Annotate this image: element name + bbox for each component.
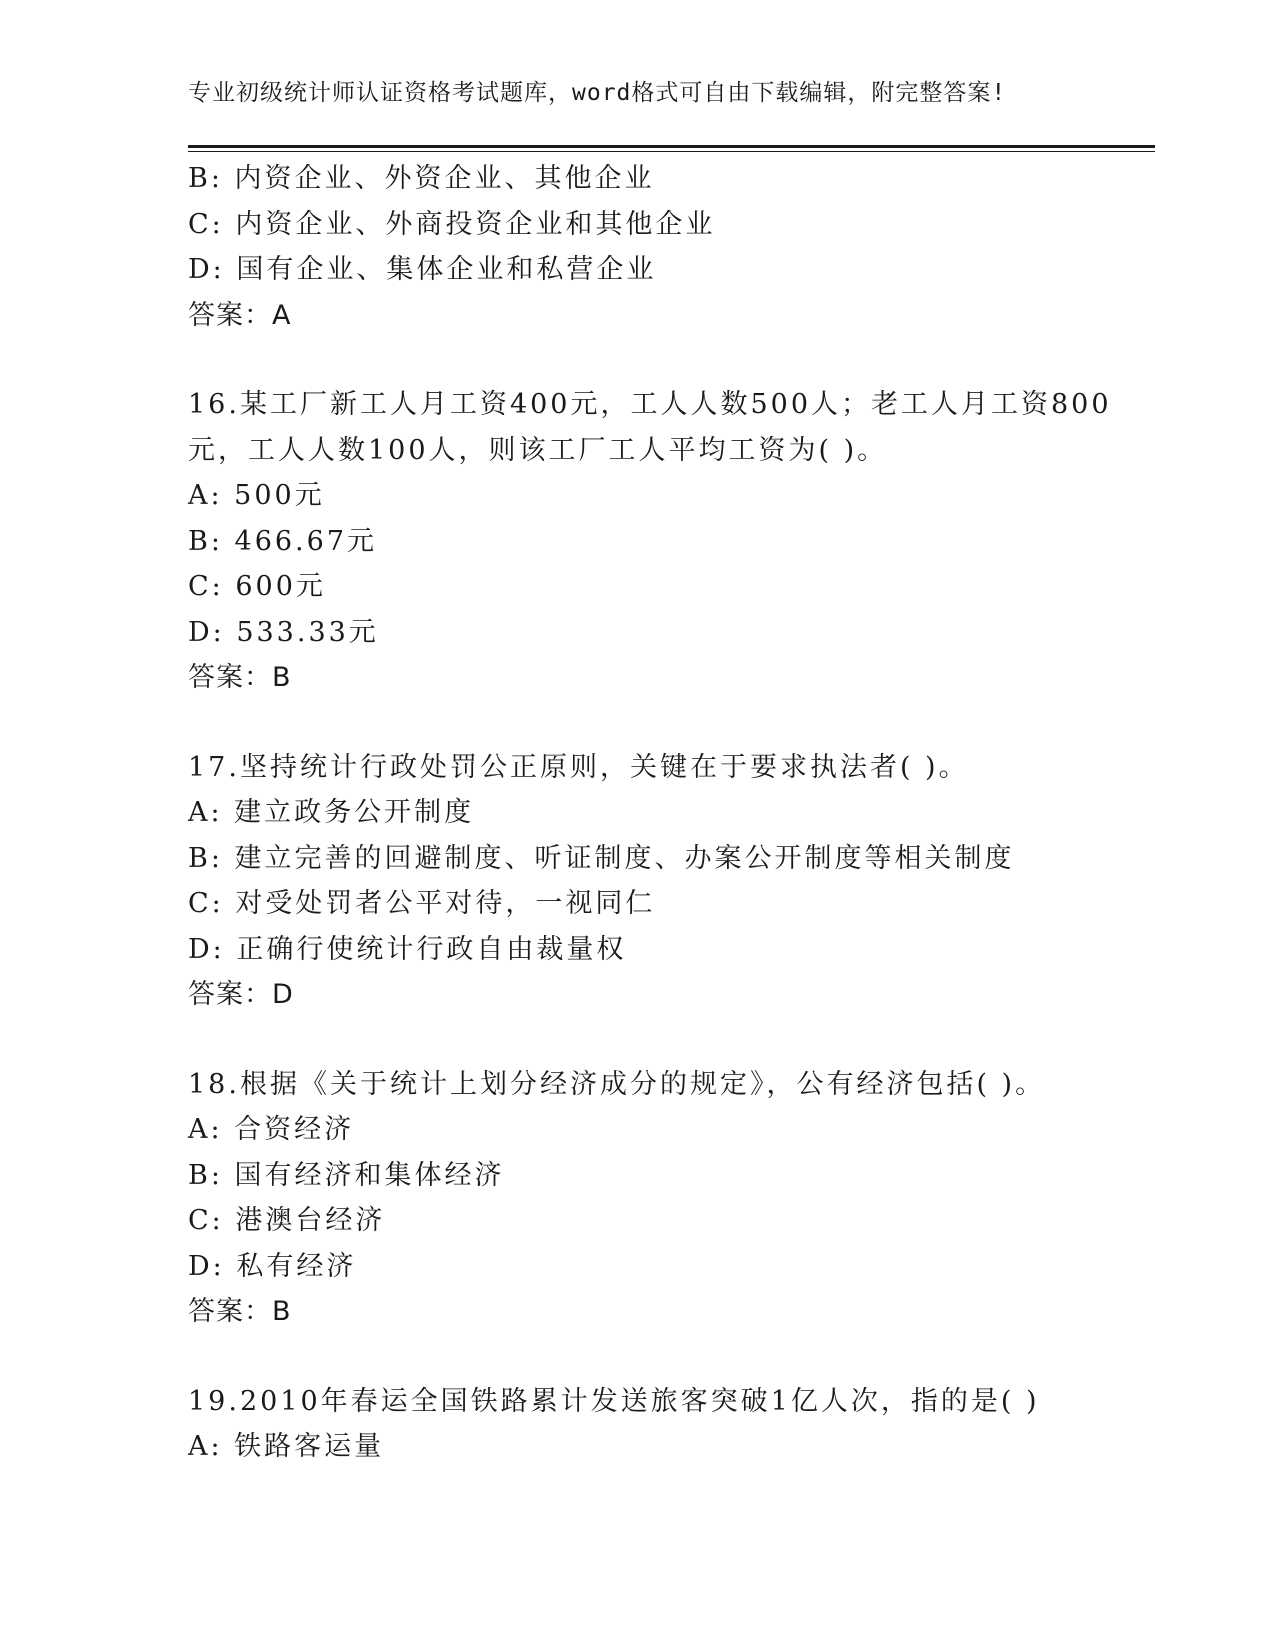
answer-line: 答案：B: [188, 662, 292, 693]
option-c: C: 600元: [188, 571, 326, 602]
question-stem: 18.根据《关于统计上划分经济成分的规定》，公有经济包括( )。: [188, 1068, 1046, 1100]
question-block: [188, 382, 1148, 701]
option-d: D: 私有经济: [188, 1250, 357, 1282]
option-c: C: 港澳台经济: [188, 1205, 386, 1236]
question-stem: 17.坚持统计行政处罚公正原则，关键在于要求执法者( )。: [188, 751, 969, 783]
option-b: B: 建立完善的回避制度、听证制度、办案公开制度等相关制度: [188, 842, 1015, 874]
option-d: D: 533.33元: [188, 616, 379, 648]
option-a: A: 建立政务公开制度: [188, 797, 475, 828]
option-b: B: 国有经济和集体经济: [188, 1159, 505, 1191]
question-stem: 元，工人人数100人，则该工厂工人平均工资为( )。: [188, 434, 888, 466]
answer-line: 答案：A: [188, 299, 292, 331]
answer-line: 答案：B: [188, 1296, 292, 1327]
option-d: D: 正确行使统计行政自由裁量权: [188, 933, 627, 965]
question-list: [188, 156, 1148, 1470]
page-header: 专业初级统计师认证资格考试题库，word格式可自由下载编辑，附完整答案!: [188, 80, 1007, 106]
option-a: A: 铁路客运量: [188, 1431, 385, 1462]
question-block: [188, 745, 1148, 1018]
option-d: D: 国有企业、集体企业和私营企业: [188, 254, 657, 285]
option-a: A: 500元: [188, 480, 325, 511]
question-stem: 16.某工厂新工人月工资400元，工人人数500人；老工人月工资800: [188, 389, 1112, 420]
option-a: A: 合资经济: [188, 1114, 355, 1145]
answer-line: 答案：D: [188, 979, 294, 1010]
option-b: B: 466.67元: [188, 525, 377, 557]
question-block: [188, 156, 1148, 338]
option-c: C: 内资企业、外商投资企业和其他企业: [188, 208, 716, 240]
option-b: B: 内资企业、外资企业、其他企业: [188, 163, 655, 194]
option-c: C: 对受处罚者公平对待，一视同仁: [188, 888, 656, 919]
question-block: [188, 1062, 1148, 1335]
question-stem: 19.2010年春运全国铁路累计发送旅客突破1亿人次，指的是( ): [188, 1385, 1040, 1417]
header-rule-thick: [188, 145, 1155, 148]
question-block: [188, 1379, 1148, 1470]
header-rule-thin: [188, 151, 1155, 152]
